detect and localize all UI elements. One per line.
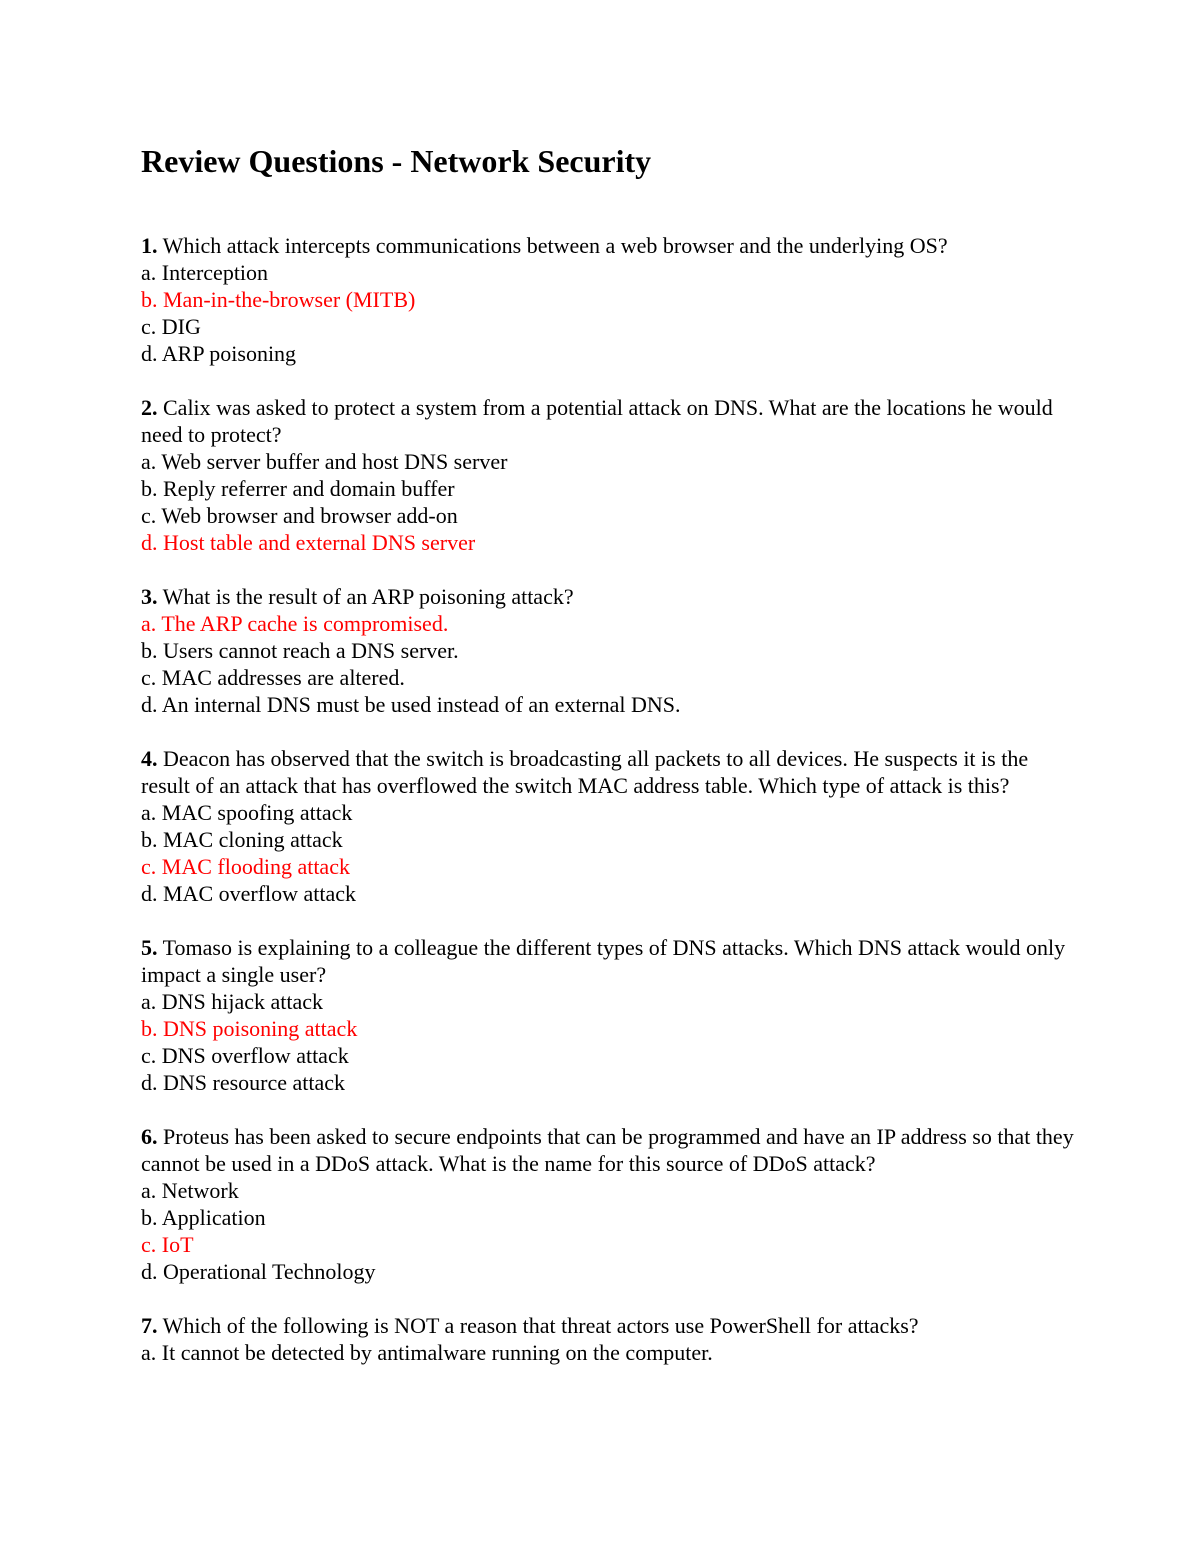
answer-option: d. MAC overflow attack: [141, 881, 357, 906]
question-block: [141, 232, 1081, 367]
question-number: 4.: [141, 746, 158, 771]
question-text: [141, 232, 1081, 259]
question-list: [141, 232, 1081, 1366]
answer-option-correct: c. IoT: [141, 1232, 194, 1257]
answer-option: c. DIG: [141, 314, 201, 339]
answer-option: d. DNS resource attack: [141, 1070, 346, 1095]
answer-option-correct: d. Host table and external DNS server: [141, 530, 476, 555]
question-text: [141, 745, 1081, 799]
question-block: [141, 394, 1081, 556]
question-text: [141, 1123, 1081, 1177]
answer-option: b. Application: [141, 1205, 266, 1230]
answer-option: c. MAC addresses are altered.: [141, 665, 405, 690]
answer-option: a. DNS hijack attack: [141, 989, 324, 1014]
question-block: [141, 934, 1081, 1096]
question-text: [141, 934, 1081, 988]
answer-option: d. An internal DNS must be used instead of an external DNS.: [141, 692, 681, 717]
question-text: [141, 583, 1081, 610]
question-prompt: Proteus has been asked to secure endpoints that can be programmed and have an IP address so that they cannot be used in a DDoS attack. What is the name for this source of DDoS attack?: [141, 1124, 1074, 1176]
answer-option: a. MAC spoofing attack: [141, 800, 353, 825]
question-prompt: Tomaso is explaining to a colleague the different types of DNS attacks. Which DNS attack would only impact a single user?: [141, 935, 1066, 987]
answer-option: b. MAC cloning attack: [141, 827, 343, 852]
answer-option: b. Users cannot reach a DNS server.: [141, 638, 459, 663]
answer-option-correct: a. The ARP cache is compromised.: [141, 611, 449, 636]
answer-option: c. Web browser and browser add-on: [141, 503, 458, 528]
answer-option: a. Web server buffer and host DNS server: [141, 449, 508, 474]
answer-option-correct: b. Man-in-the-browser (MITB): [141, 287, 416, 312]
answer-option: c. DNS overflow attack: [141, 1043, 349, 1068]
question-block: [141, 1123, 1081, 1285]
answer-option-correct: b. DNS poisoning attack: [141, 1016, 358, 1041]
question-block: [141, 745, 1081, 907]
document-page: [141, 140, 1081, 1393]
question-text: [141, 1312, 1081, 1339]
question-text: [141, 394, 1081, 448]
question-number: 2.: [141, 395, 158, 420]
question-block: [141, 583, 1081, 718]
answer-option: a. Interception: [141, 260, 269, 285]
question-prompt: Calix was asked to protect a system from a potential attack on DNS. What are the locations he would need to protect?: [141, 395, 1053, 447]
question-prompt: Which of the following is NOT a reason that threat actors use PowerShell for attacks?: [162, 1313, 919, 1338]
question-number: 6.: [141, 1124, 158, 1149]
question-prompt: Which attack intercepts communications between a web browser and the underlying OS?: [162, 233, 948, 258]
page-title: Review Questions - Network Security: [141, 143, 652, 179]
question-number: 7.: [141, 1313, 158, 1338]
question-block: [141, 1312, 1081, 1366]
answer-option: d. Operational Technology: [141, 1259, 376, 1284]
question-prompt: Deacon has observed that the switch is broadcasting all packets to all devices. He suspects it is the result of an attack that has overflowed the switch MAC address table. Which type of attack is this?: [141, 746, 1029, 798]
answer-option: a. Network: [141, 1178, 239, 1203]
question-number: 3.: [141, 584, 158, 609]
question-number: 1.: [141, 233, 158, 258]
answer-option: a. It cannot be detected by antimalware running on the computer.: [141, 1340, 713, 1365]
answer-option: b. Reply referrer and domain buffer: [141, 476, 455, 501]
question-prompt: What is the result of an ARP poisoning attack?: [162, 584, 574, 609]
answer-option: d. ARP poisoning: [141, 341, 297, 366]
question-number: 5.: [141, 935, 158, 960]
answer-option-correct: c. MAC flooding attack: [141, 854, 350, 879]
